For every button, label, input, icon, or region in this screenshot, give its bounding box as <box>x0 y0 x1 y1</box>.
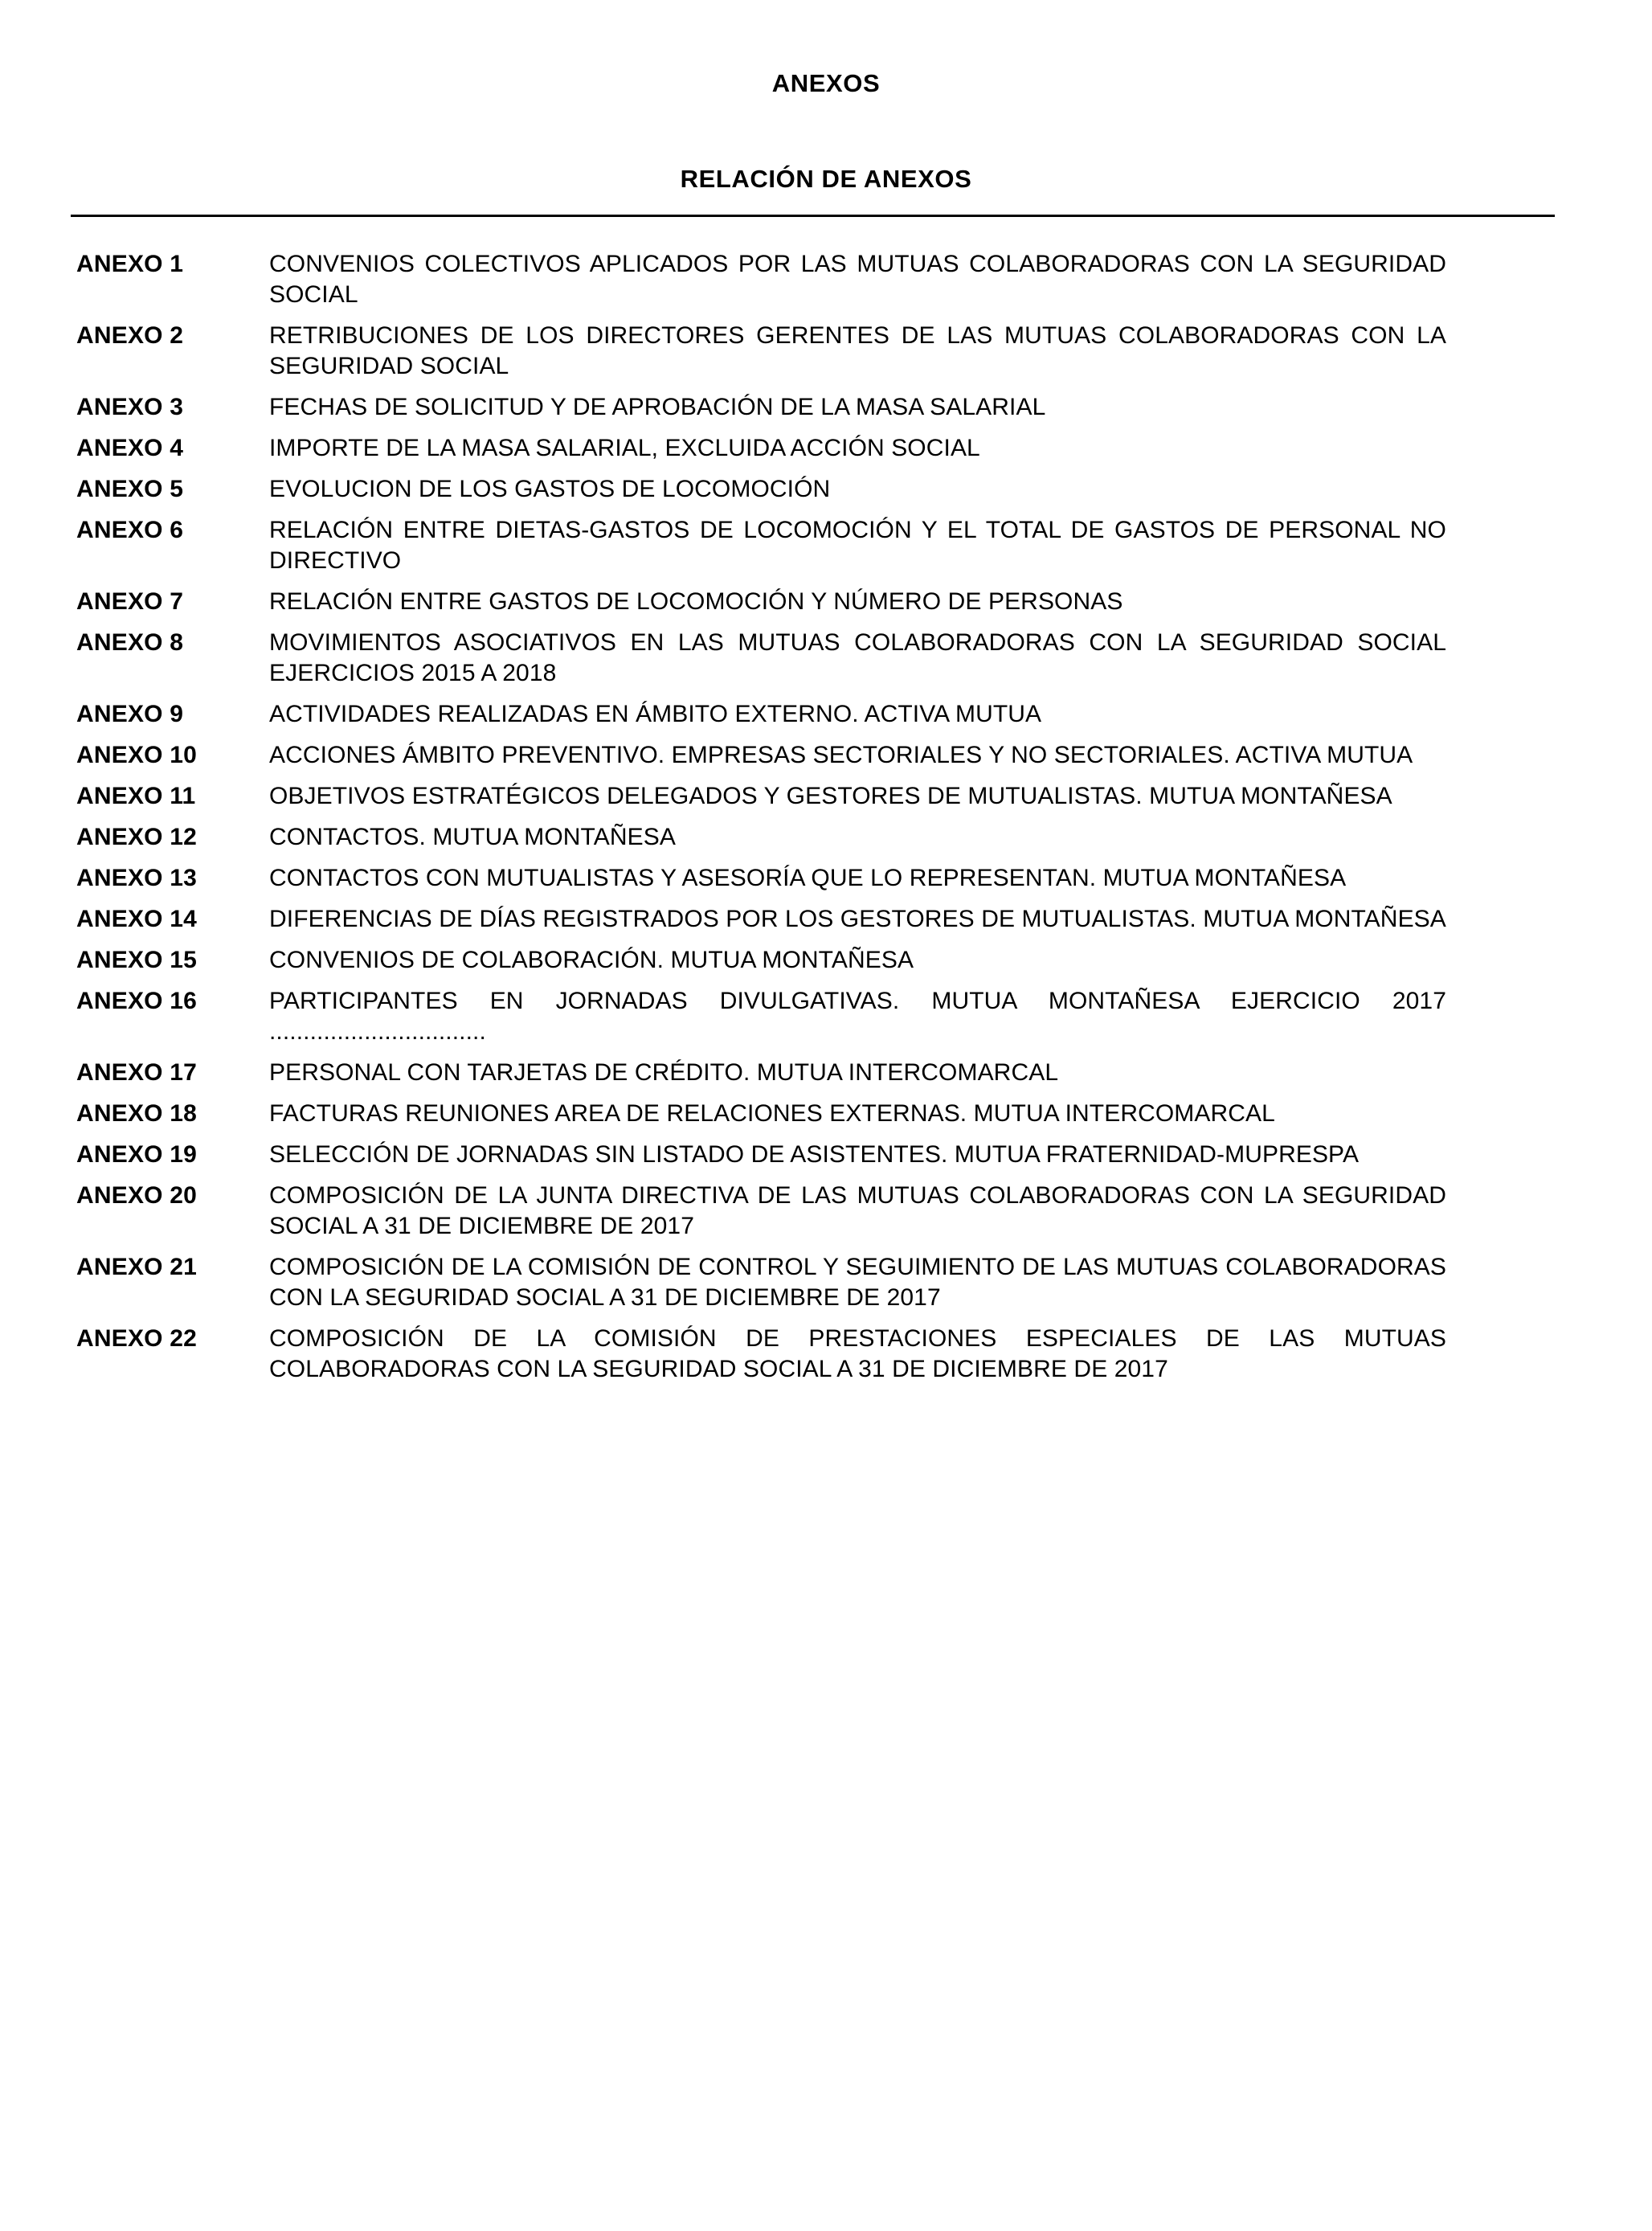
annex-row <box>76 1324 1446 1385</box>
annex-description: COMPOSICIÓN DE LA JUNTA DIRECTIVA DE LAS MUTUAS COLABORADORAS CON LA SEGURIDAD SOCIAL A 31 DE DICIEMBRE DE 2017 <box>269 1181 1446 1239</box>
annex-label: ANEXO 12 <box>76 823 197 850</box>
annex-description: RETRIBUCIONES DE LOS DIRECTORES GERENTES DE LAS MUTUAS COLABORADORAS CON LA SEGURIDAD SOCIAL <box>269 321 1446 379</box>
annex-list <box>0 249 1652 1385</box>
annex-label: ANEXO 9 <box>76 700 184 727</box>
page-title: ANEXOS <box>771 68 881 97</box>
annex-row <box>76 945 1446 976</box>
annex-description: RELACIÓN ENTRE DIETAS-GASTOS DE LOCOMOCIÓN Y EL TOTAL DE GASTOS DE PERSONAL NO DIRECTIVO <box>269 516 1446 574</box>
annex-description: EVOLUCION DE LOS GASTOS DE LOCOMOCIÓN <box>269 475 831 502</box>
annex-label: ANEXO 19 <box>76 1140 197 1168</box>
annex-row <box>76 321 1446 382</box>
annex-label: ANEXO 13 <box>76 864 197 891</box>
annex-label: ANEXO 21 <box>76 1253 197 1280</box>
annex-row <box>76 628 1446 689</box>
annex-description: IMPORTE DE LA MASA SALARIAL, EXCLUIDA ACCIÓN SOCIAL <box>269 434 980 461</box>
annex-description: PERSONAL CON TARJETAS DE CRÉDITO. MUTUA INTERCOMARCAL <box>269 1058 1059 1086</box>
annex-label: ANEXO 5 <box>76 475 184 502</box>
annex-description: DIFERENCIAS DE DÍAS REGISTRADOS POR LOS GESTORES DE MUTUALISTAS. MUTUA MONTAÑESA <box>269 905 1446 932</box>
annex-row <box>76 781 1446 812</box>
annex-description: COMPOSICIÓN DE LA COMISIÓN DE CONTROL Y SEGUIMIENTO DE LAS MUTUAS COLABORADORAS CON LA SEGURIDAD SOCIAL A 31 DE DICIEMBRE DE 2017 <box>269 1253 1446 1311</box>
annex-description: RELACIÓN ENTRE GASTOS DE LOCOMOCIÓN Y NÚMERO DE PERSONAS <box>269 587 1123 615</box>
annex-row <box>76 863 1446 894</box>
annex-row <box>76 740 1446 771</box>
annex-row <box>76 587 1446 617</box>
annex-row <box>76 1181 1446 1242</box>
page-subtitle: RELACIÓN DE ANEXOS <box>680 164 972 193</box>
annex-row <box>76 249 1446 310</box>
annex-label: ANEXO 6 <box>76 516 184 543</box>
annex-label: ANEXO 8 <box>76 628 184 656</box>
annex-label: ANEXO 14 <box>76 905 197 932</box>
annex-label: ANEXO 10 <box>76 741 197 768</box>
annex-label: ANEXO 2 <box>76 321 184 349</box>
annex-row <box>76 433 1446 464</box>
annex-label: ANEXO 11 <box>76 782 196 809</box>
annex-label: ANEXO 18 <box>76 1099 197 1127</box>
annex-label: ANEXO 4 <box>76 434 184 461</box>
annex-description: CONVENIOS DE COLABORACIÓN. MUTUA MONTAÑESA <box>269 946 914 973</box>
annex-row <box>76 822 1446 853</box>
header-divider-wrapper <box>0 215 1652 217</box>
annex-label: ANEXO 3 <box>76 393 184 420</box>
annex-label: ANEXO 15 <box>76 946 197 973</box>
annex-description: PARTICIPANTES EN JORNADAS DIVULGATIVAS. MUTUA MONTAÑESA EJERCICIO 2017 ................................ <box>269 987 1446 1045</box>
annex-label: ANEXO 7 <box>76 587 184 615</box>
annex-description: FACTURAS REUNIONES AREA DE RELACIONES EXTERNAS. MUTUA INTERCOMARCAL <box>269 1099 1275 1127</box>
annex-description: CONVENIOS COLECTIVOS APLICADOS POR LAS MUTUAS COLABORADORAS CON LA SEGURIDAD SOCIAL <box>269 250 1446 308</box>
annex-row <box>76 1099 1446 1129</box>
annex-label: ANEXO 20 <box>76 1181 197 1209</box>
header-divider <box>71 215 1555 217</box>
annex-description: OBJETIVOS ESTRATÉGICOS DELEGADOS Y GESTORES DE MUTUALISTAS. MUTUA MONTAÑESA <box>269 782 1392 809</box>
annex-description: CONTACTOS. MUTUA MONTAÑESA <box>269 823 676 850</box>
annex-description: ACCIONES ÁMBITO PREVENTIVO. EMPRESAS SECTORIALES Y NO SECTORIALES. ACTIVA MUTUA <box>269 741 1413 768</box>
annex-description: FECHAS DE SOLICITUD Y DE APROBACIÓN DE LA MASA SALARIAL <box>269 393 1046 420</box>
annex-row <box>76 699 1446 730</box>
annex-description: CONTACTOS CON MUTUALISTAS Y ASESORÍA QUE LO REPRESENTAN. MUTUA MONTAÑESA <box>269 864 1347 891</box>
annex-row <box>76 474 1446 505</box>
annex-description: SELECCIÓN DE JORNADAS SIN LISTADO DE ASISTENTES. MUTUA FRATERNIDAD-MUPRESPA <box>269 1140 1360 1168</box>
annex-row <box>76 392 1446 423</box>
annex-row <box>76 1140 1446 1170</box>
annex-label: ANEXO 22 <box>76 1324 197 1352</box>
annex-row <box>76 515 1446 576</box>
annex-description: ACTIVIDADES REALIZADAS EN ÁMBITO EXTERNO. ACTIVA MUTUA <box>269 700 1042 727</box>
annex-description: COMPOSICIÓN DE LA COMISIÓN DE PRESTACIONES ESPECIALES DE LAS MUTUAS COLABORADORAS CON LA SEGURIDAD SOCIAL A 31 DE DICIEMBRE DE 2017 <box>269 1324 1446 1382</box>
annex-row <box>76 986 1446 1047</box>
annex-label: ANEXO 1 <box>76 250 184 277</box>
annex-row <box>76 904 1446 935</box>
annex-row <box>76 1058 1446 1088</box>
annex-label: ANEXO 16 <box>76 987 197 1014</box>
annex-row <box>76 1252 1446 1313</box>
annex-label: ANEXO 17 <box>76 1058 197 1086</box>
annex-description: MOVIMIENTOS ASOCIATIVOS EN LAS MUTUAS COLABORADORAS CON LA SEGURIDAD SOCIAL EJERCICIOS 2015 A 2018 <box>269 628 1446 686</box>
